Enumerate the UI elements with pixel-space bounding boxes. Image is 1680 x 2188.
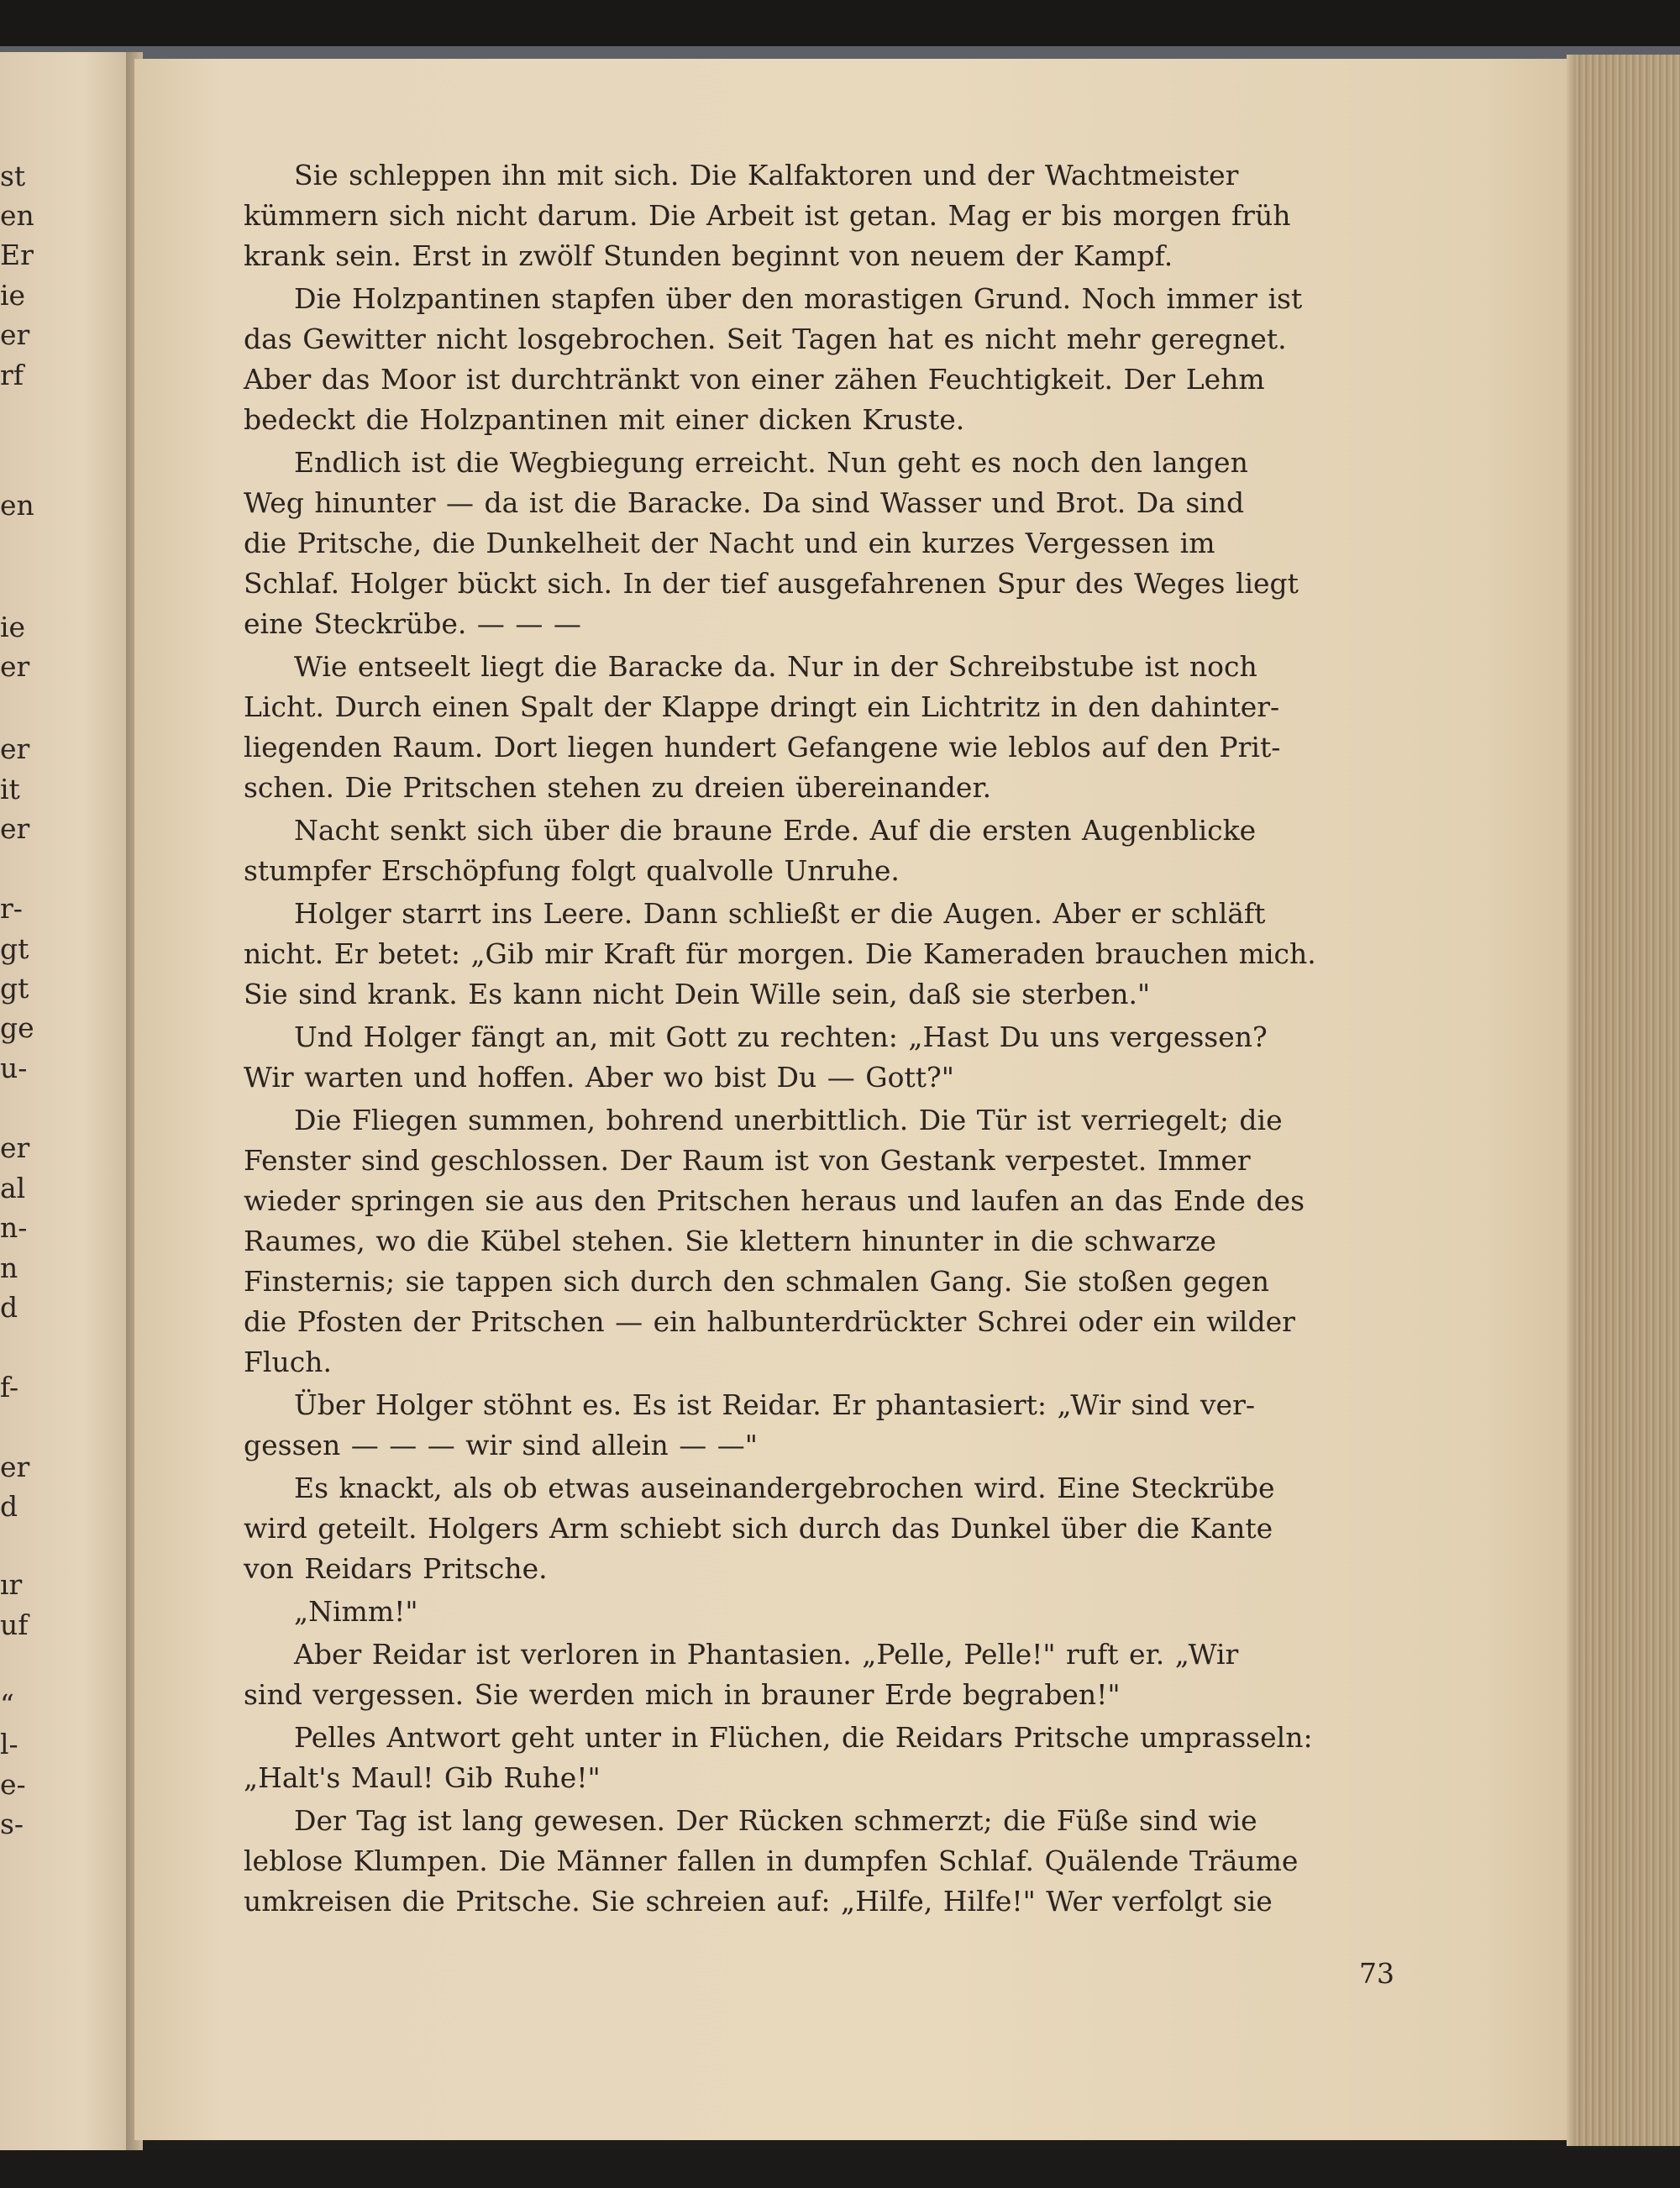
paragraph: „Nimm!": [294, 1595, 418, 1628]
left-page-fragment: e-: [0, 1768, 26, 1801]
left-page-fragment: r-: [0, 892, 23, 925]
paragraph: Endlich ist die Wegbiegung erreicht. Nun geht es noch den langen Weg hinunter — da ist die Baracke. Da sind Wasser und Brot. Da sind die Pritsche, die Dunkelheit der Nacht und ein kurzes Vergessen im Schlaf. Holger bückt sich. In der tief ausgefahrenen Spur des Weges liegt eine Steckrübe. — — —: [244, 446, 1299, 640]
left-page-fragment: gt: [0, 932, 29, 965]
left-page-fragment: uf: [0, 1608, 29, 1641]
left-page-fragment: f-: [0, 1371, 19, 1404]
left-page-fragment: er: [0, 1451, 30, 1483]
left-page-fragment: er: [0, 732, 30, 765]
left-page-fragment: er: [0, 812, 30, 845]
left-page-fragment: “: [0, 1688, 14, 1721]
paragraph: Und Holger fängt an, mit Gott zu rechten: „Hast Du uns vergessen? Wir warten und hoffen. Aber wo bist Du — Gott?": [244, 1021, 1268, 1094]
left-page-fragment: gt: [0, 972, 29, 1005]
scan-background-bottom: [0, 2150, 1680, 2188]
left-page-fragment: en: [0, 199, 34, 232]
left-page-fragment: ie: [0, 611, 26, 643]
left-page-fragment: u-: [0, 1052, 28, 1084]
paragraph: Der Tag ist lang gewesen. Der Rücken schmerzt; die Füße sind wie leblose Klumpen. Die Männer fallen in dumpfen Schlaf. Quälende Träume umkreisen die Pritsche. Sie schreien auf: „Hilfe, Hilfe!" Wer verfolgt sie: [244, 1804, 1299, 1918]
paragraph: Holger starrt ins Leere. Dann schließt er die Augen. Aber er schläft nicht. Er betet: „Gib mir Kraft für morgen. Die Kameraden brauchen mich. Sie sind krank. Es kann nicht Dein Wille sein, daß sie sterben.": [244, 897, 1316, 1010]
left-page-fragment: l-: [0, 1728, 18, 1760]
left-page-fragment: er: [0, 1131, 30, 1164]
left-page-fragment: en: [0, 489, 34, 522]
left-page-fragment: ie: [0, 279, 26, 312]
left-page-fragment: n: [0, 1251, 18, 1284]
left-page-fragment: n-: [0, 1211, 28, 1244]
left-page-fragment: Er: [0, 239, 34, 271]
left-page-fragment: d: [0, 1291, 18, 1324]
left-page-fragment: rf: [0, 359, 24, 391]
paragraph: Sie schleppen ihn mit sich. Die Kalfaktoren und der Wachtmeister kümmern sich nicht darum. Die Arbeit ist getan. Mag er bis morgen früh krank sein. Erst in zwölf Stunden beginnt von neuem der Kampf.: [244, 159, 1291, 272]
left-page-edge: [0, 52, 139, 2152]
left-page-fragment: ge: [0, 1011, 34, 1044]
left-page-fragment: al: [0, 1172, 26, 1204]
page-body-text: [244, 155, 1407, 1924]
book-fore-edge: [1575, 55, 1680, 2146]
paragraph: Wie entseelt liegt die Baracke da. Nur in der Schreibstube ist noch Licht. Durch einen Spalt der Klappe dringt ein Lichtritz in den dahinter- liegenden Raum. Dort liegen hundert Gefangene wie leblos auf den Prit- schen. Die Pritschen stehen zu dreien übereinander.: [244, 650, 1281, 804]
left-page-fragment: it: [0, 773, 20, 805]
left-page-fragment: s-: [0, 1808, 24, 1840]
left-page-fragment: er: [0, 318, 30, 351]
scan-background-top: [0, 0, 1680, 50]
paragraph: Pelles Antwort geht unter in Flüchen, die Reidars Pritsche umprasseln: „Halt's Maul! Gib Ruhe!": [244, 1721, 1313, 1794]
paragraph: Die Holzpantinen stapfen über den morastigen Grund. Noch immer ist das Gewitter nicht losgebrochen. Seit Tagen hat es nicht mehr geregnet. Aber das Moor ist durchtränkt von einer zähen Feuchtigkeit. Der Lehm bedeckt die Holzpantinen mit einer dicken Kruste.: [244, 282, 1303, 436]
paragraph: Aber Reidar ist verloren in Phantasien. „Pelle, Pelle!" ruft er. „Wir sind vergessen. Sie werden mich in brauner Erde begraben!": [244, 1638, 1239, 1711]
left-page-fragment: ır: [0, 1568, 23, 1601]
page-number: 73: [1359, 1957, 1394, 1990]
paragraph: Es knackt, als ob etwas auseinandergebrochen wird. Eine Steckrübe wird geteilt. Holgers Arm schiebt sich durch das Dunkel über die Kante von Reidars Pritsche.: [244, 1472, 1275, 1585]
left-page-fragment: st: [0, 160, 26, 192]
left-page-fragment: er: [0, 650, 30, 683]
paragraph: Über Holger stöhnt es. Es ist Reidar. Er phantasiert: „Wir sind ver- gessen — — — wir sind allein — —": [244, 1388, 1256, 1461]
paragraph: Nacht senkt sich über die braune Erde. Auf die ersten Augenblicke stumpfer Erschöpfung folgt qualvolle Unruhe.: [244, 814, 1257, 887]
left-page-fragment: d: [0, 1490, 18, 1523]
paragraph: Die Fliegen summen, bohrend unerbittlich. Die Tür ist verriegelt; die Fenster sind geschlossen. Der Raum ist von Gestank verpestet. Immer wieder springen sie aus den Pritschen heraus und laufen an das Ende des Raumes, wo die Kübel stehen. Sie klettern hinunter in die schwarze Finsternis; sie tappen sich durch den schmalen Gang. Sie stoßen gegen die Pfosten der Pritschen — ein halbunterdrückter Schrei oder ein wilder Fluch.: [244, 1104, 1305, 1378]
